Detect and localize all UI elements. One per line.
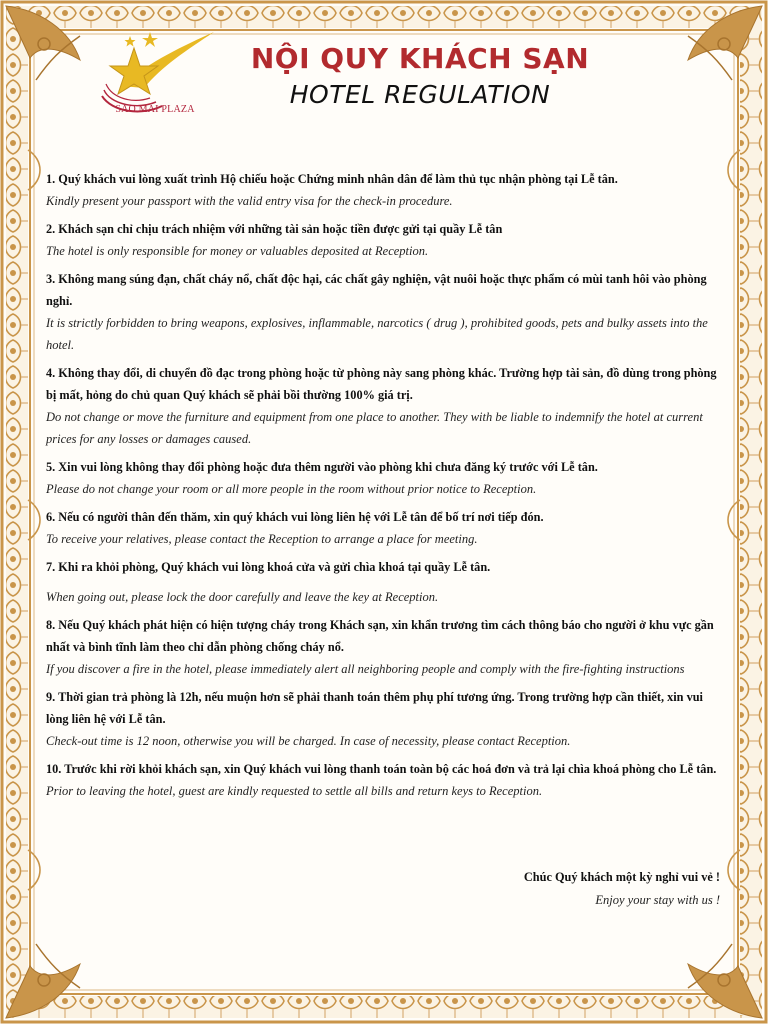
rule-item [46,268,726,356]
rule-item [46,506,726,550]
rule-item [46,168,726,212]
rule-vn: 5. Xin vui lòng không thay đổi phòng hoặc đưa thêm người vào phòng khi chưa đăng ký trước với Lễ tân. [46,460,598,474]
rule-en: It is strictly forbidden to bring weapons, explosives, inflammable, narcotics ( drug ), prohibited goods, pets and bulky assets into the hotel. [46,316,708,352]
rule-en: Please do not change your room or all more people in the room without prior notice to Reception. [46,482,537,496]
closing-message [524,866,720,912]
rule-vn: 1. Quý khách vui lòng xuất trình Hộ chiếu hoặc Chứng minh nhân dân để làm thủ tục nhận phòng tại Lễ tân. [46,172,618,186]
rule-vn: 10. Trước khi rời khỏi khách sạn, xin Quý khách vui lòng thanh toán toàn bộ các hoá đơn và trả lại chìa khoá phòng cho Lễ tân. [46,762,717,776]
rule-en: Check-out time is 12 noon, otherwise you will be charged. In case of necessity, please contact Reception. [46,734,571,748]
rule-en: If you discover a fire in the hotel, please immediately alert all neighboring people and comply with the fire-fighting instructions [46,662,685,676]
rule-en: Prior to leaving the hotel, guest are kindly requested to settle all bills and return keys to Reception. [46,784,543,798]
rule-item [46,218,726,262]
rule-vn: 4. Không thay đổi, di chuyển đồ đạc trong phòng hoặc từ phòng này sang phòng khác. Trường hợp tài sản, đồ dùng trong phòng bị mất, hỏng do chủ quan Quý khách sẽ phải bồi thường 100% giá trị. [46,366,717,402]
page-title-en: HOTEL REGULATION [289,80,551,109]
rule-item [46,456,726,500]
rule-item [46,686,726,752]
rule-item [46,556,726,608]
closing-en: Enjoy your stay with us ! [595,893,720,907]
logo-text: SAO MAI PLAZA [115,104,195,115]
page-title-vn: NỘI QUY KHÁCH SẠN [250,42,590,75]
rule-en: To receive your relatives, please contact the Reception to arrange a place for meeting. [46,532,478,546]
rule-vn: 2. Khách sạn chỉ chịu trách nhiệm với những tài sản hoặc tiền được gửi tại quầy Lễ tân [46,222,503,236]
rule-vn: 9. Thời gian trả phòng là 12h, nếu muộn hơn sẽ phải thanh toán thêm phụ phí tương ứng. Trong trường hợp cần thiết, xin vui lòng liên hệ với Lễ tân. [46,690,703,726]
rule-item [46,758,726,802]
rule-en: Do not change or move the furniture and equipment from one place to another. They with be liable to indemnify the hotel at current prices for any losses or damages caused. [46,410,703,446]
rules-list [46,168,726,802]
closing-vn: Chúc Quý khách một kỳ nghỉ vui vẻ ! [523,870,720,884]
rule-en: Kindly present your passport with the valid entry visa for the check-in procedure. [46,194,453,208]
rule-en: When going out, please lock the door carefully and leave the key at Reception. [46,590,439,604]
rule-vn: 8. Nếu Quý khách phát hiện có hiện tượng cháy trong Khách sạn, xin khẩn trương tìm cách thông báo cho người ở khu vực gần nhất và bình tĩnh làm theo chỉ dẫn phòng chống cháy nổ. [46,618,714,654]
rule-vn: 3. Không mang súng đạn, chất cháy nổ, chất độc hại, các chất gây nghiện, vật nuôi hoặc thực phẩm có mùi tanh hôi vào phòng nghỉ. [46,272,707,308]
rule-vn: 6. Nếu có người thân đến thăm, xin quý khách vui lòng liên hệ với Lễ tân để bố trí nơi tiếp đón. [46,510,544,524]
rule-en: The hotel is only responsible for money or valuables deposited at Reception. [46,244,429,258]
rule-item [46,362,726,450]
rule-item [46,614,726,680]
rule-vn: 7. Khi ra khỏi phòng, Quý khách vui lòng khoá cửa và gửi chìa khoá tại quầy Lễ tân. [46,560,491,574]
